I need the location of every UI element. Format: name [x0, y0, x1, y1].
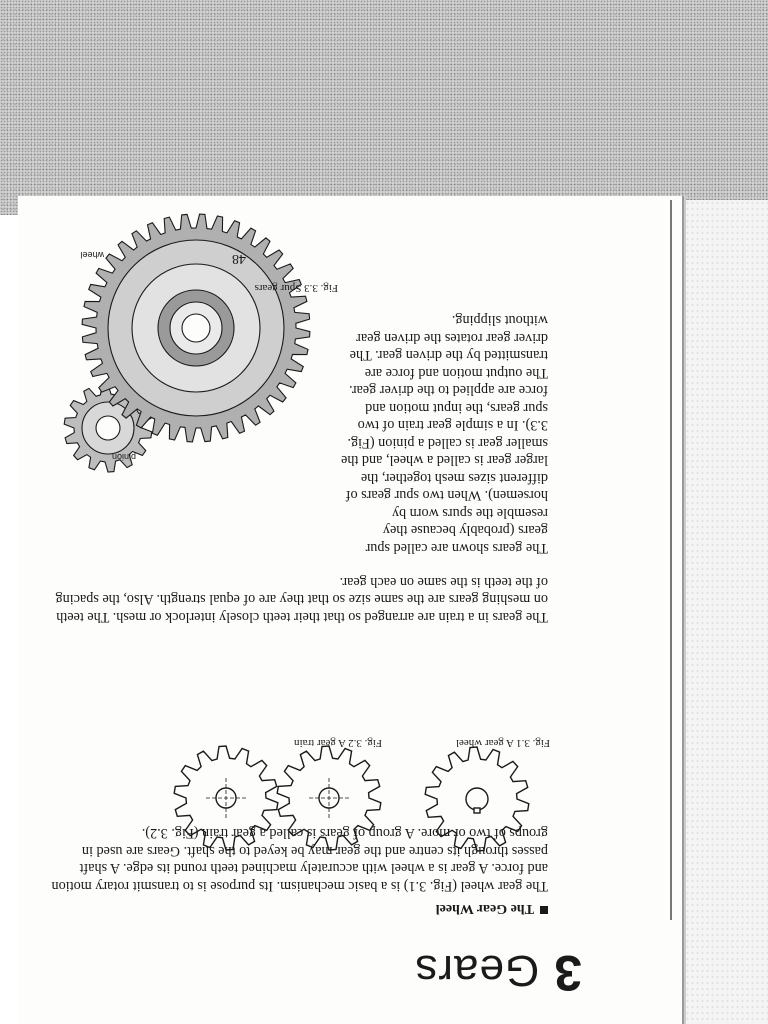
figure-gear-train: [164, 744, 384, 852]
chapter-title: [414, 944, 582, 1002]
figure-gear-wheel: [422, 744, 532, 854]
page-content: [18, 196, 682, 1024]
gear-teeth-outline: [425, 747, 529, 851]
section-heading-text: The Gear Wheel: [435, 901, 534, 916]
label-wheel: wheel: [80, 250, 104, 260]
gear-outline: [425, 747, 529, 851]
section-heading: [436, 900, 548, 916]
chapter-name: Gears: [414, 946, 540, 995]
shaft-hole-icon: [466, 788, 488, 810]
caption-fig-3-2: Fig. 3.2 A gear train: [294, 737, 382, 749]
paragraph-spur-gears: The gears shown are called spur gears (probably because they resemble the spurs worn by horsemen). When two spur gears of different sizes mesh together, the larger gear is called a wheel, and the smaller gear is called a pinion (Fig. 3.3). In a simple gear train of two spur gears, the input motion and force are applied to the driver gear. The output motion and force are transmitted by the driven gear. The driver gear rotates the driven gear without slipping.: [341, 312, 548, 556]
paragraph-gear-train: The gears in a train are arranged so that their teeth closely interlock or mesh. The teeth on meshing gears are the same size so that they are of equal strength. Also, the spacing of the teeth is the same on each gear.: [55, 574, 548, 625]
label-pinion: pinion: [111, 452, 136, 462]
caption-fig-3-3: Fig. 3.3 Spur gears: [254, 282, 338, 294]
scan-noise-margin: [680, 200, 768, 1024]
figure-spur-gears: [26, 208, 326, 548]
page-number: 48: [232, 251, 246, 266]
section-bullet-icon: [540, 906, 548, 914]
scan-noise-band: [0, 0, 768, 215]
caption-fig-3-1: Fig. 3.1 A gear wheel: [455, 737, 550, 749]
paragraph-gear-wheel: The gear wheel (Fig. 3.1) is a basic mechanism. Its purpose is to transmit rotary motion and force. A gear is a wheel with accurately machined teeth round its edge. A shaft passes through its centre and the gear may be keyed to the shaft. Gears are used in groups of two or more. A group of gears is called a gear train (Fig. 3.2).: [51, 825, 548, 894]
chapter-number: 3: [553, 945, 582, 1001]
